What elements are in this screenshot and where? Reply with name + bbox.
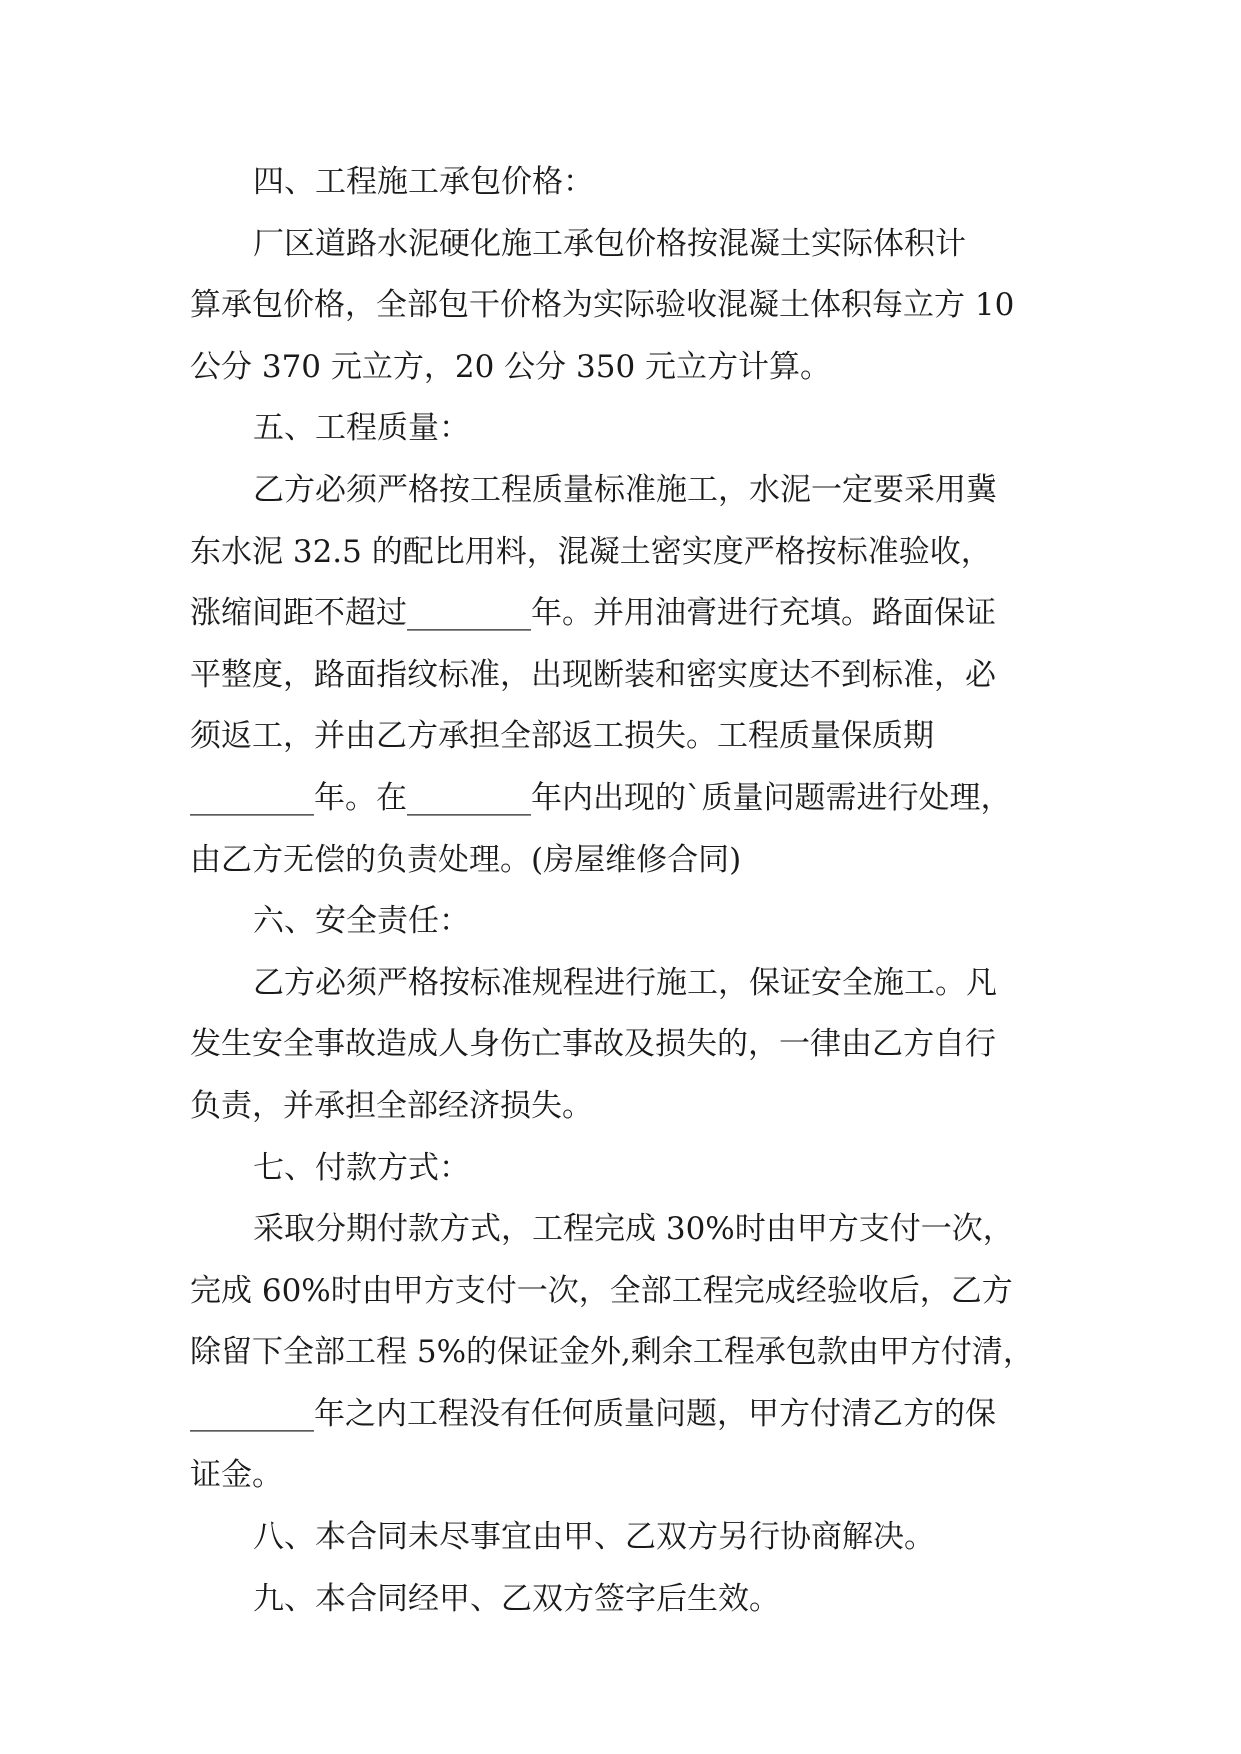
price-paragraph-line-3: 公分 370 元立方，20 公分 350 元立方计算。 [190,348,832,385]
quality-paragraph-line-4: 平整度，路面指纹标准，出现断装和密实度达不到标准，必 [190,656,996,693]
quality-paragraph-line-7: 由乙方无偿的负责处理。(房屋维修合同) [190,841,742,878]
quality-paragraph-line-6: ________年。在________年内出现的`质量问题需进行处理， [190,779,1012,816]
payment-paragraph-line-4: ________年之内工程没有任何质量问题，甲方付清乙方的保 [190,1395,996,1432]
section-heading-price: 四、工程施工承包价格： [253,164,594,200]
payment-paragraph-line-1: 采取分期付款方式，工程完成 30%时由甲方支付一次， [253,1211,1014,1248]
payment-paragraph-line-5: 证金。 [190,1457,283,1494]
safety-paragraph-line-2: 发生安全事故造成人身伤亡事故及损失的，一律由乙方自行 [190,1026,996,1063]
clause-eight: 八、本合同未尽事宜由甲、乙双方另行协商解决。 [253,1519,935,1556]
clause-nine: 九、本合同经甲、乙双方签字后生效。 [253,1580,780,1617]
section-heading-safety: 六、安全责任： [253,903,470,940]
section-heading-payment: 七、付款方式： [253,1149,470,1186]
safety-paragraph-line-1: 乙方必须严格按标准规程进行施工，保证安全施工。凡 [253,964,997,1001]
payment-paragraph-line-2: 完成 60%时由甲方支付一次，全部工程完成经验收后，乙方 [190,1272,1013,1309]
safety-paragraph-line-3: 负责，并承担全部经济损失。 [190,1087,593,1124]
payment-paragraph-line-3: 除留下全部工程 5%的保证金外,剩余工程承包款由甲方付清， [190,1334,1034,1371]
document-page [190,152,1052,1630]
quality-paragraph-line-5: 须返工，并由乙方承担全部返工损失。工程质量保质期 [190,718,934,755]
price-paragraph-line-2: 算承包价格，全部包干价格为实际验收混凝土体积每立方 10 [190,287,1015,324]
price-paragraph-line-1: 厂区道路水泥硬化施工承包价格按混凝土实际体积计 [253,225,966,262]
quality-paragraph-line-3: 涨缩间距不超过________年。并用油膏进行充填。路面保证 [190,595,996,632]
section-heading-quality: 五、工程质量： [253,410,470,447]
quality-paragraph-line-2: 东水泥 32.5 的配比用料，混凝土密实度严格按标准验收， [190,533,992,570]
quality-paragraph-line-1: 乙方必须严格按工程质量标准施工，水泥一定要采用冀 [253,471,997,508]
